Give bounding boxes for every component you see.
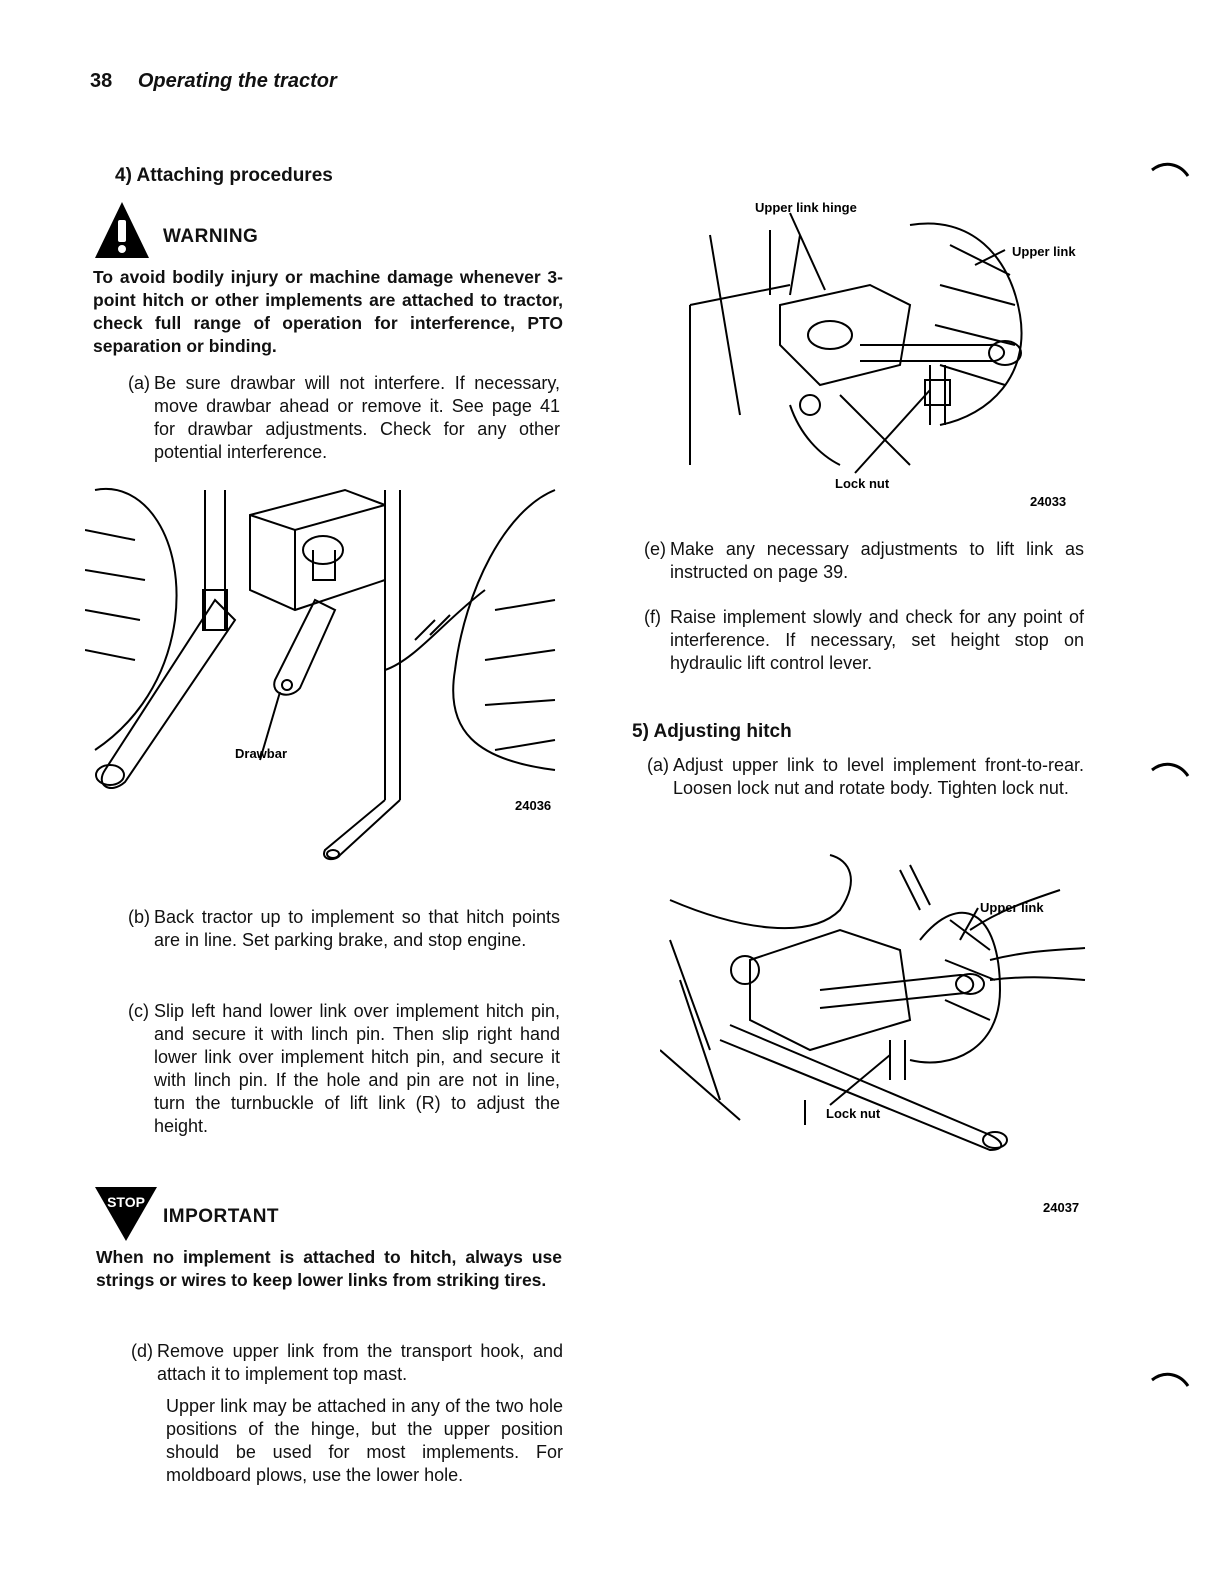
fig3-label-lock-nut: Lock nut	[826, 1106, 881, 1121]
section-heading-adjusting: 5) Adjusting hitch	[632, 721, 792, 742]
stop-badge-text: STOP	[107, 1194, 145, 1210]
step-f-text: Raise implement slowly and check for any point of interference. If necessary, set height stop on hydraulic lift control lever.	[670, 607, 1084, 673]
fig2-number: 24033	[1030, 494, 1067, 509]
important-text: When no implement is attached to hitch, always use strings or wires to keep lower links from striking tires.	[96, 1247, 562, 1290]
step-f-label: (f)	[644, 607, 661, 627]
page-title: Operating the tractor	[137, 70, 337, 92]
fig2-label-lock-nut: Lock nut	[835, 476, 890, 491]
step-a	[128, 372, 560, 464]
binder-mark-bottom	[1150, 1368, 1190, 1390]
page-header	[90, 70, 337, 93]
figure-upper-link-hinge	[670, 195, 1090, 515]
step-e-text: Make any necessary adjustments to lift link as instructed on page 39.	[670, 539, 1084, 582]
binder-mark-middle	[1150, 758, 1190, 780]
step-b-text: Back tractor up to implement so that hitch points are in line. Set parking brake, and stop engine.	[154, 907, 560, 950]
step-e	[644, 538, 1084, 584]
step-e-label: (e)	[644, 539, 666, 559]
step-5a	[647, 754, 1084, 800]
fig2-label-upper-link-hinge: Upper link hinge	[755, 200, 857, 215]
fig3-label-upper-link: Upper link	[980, 900, 1044, 915]
figure-adjusting-hitch	[660, 850, 1090, 1220]
figure-drawbar	[85, 470, 565, 865]
binder-mark-top	[1150, 158, 1190, 180]
step-5a-text: Adjust upper link to level implement front-to-rear. Loosen lock nut and rotate body. Tighten lock nut.	[673, 755, 1084, 798]
step-d	[131, 1340, 563, 1386]
step-c-text: Slip left hand lower link over implement hitch pin, and secure it with linch pin. Then slip right hand lower link over implement hitch pin, and secure it with linch pin. If the hole and pin are not in line, turn the turnbuckle of lift link (R) to adjust the height.	[154, 1001, 560, 1136]
step-c-label: (c)	[128, 1001, 149, 1021]
step-c	[128, 1000, 560, 1138]
step-b	[128, 906, 560, 952]
page-number: 38	[90, 70, 113, 92]
step-d-text: Remove upper link from the transport hook, and attach it to implement top mast.	[157, 1341, 563, 1384]
warning-title: WARNING	[163, 226, 259, 247]
step-d-note: Upper link may be attached in any of the two hole positions of the hinge, but the upper position should be used for most implements. For moldboard plows, use the lower hole.	[166, 1396, 563, 1485]
warning-icon	[93, 200, 151, 260]
step-d-label: (d)	[131, 1341, 153, 1361]
figure-drawbar-label: Drawbar	[235, 746, 288, 761]
warning-text: To avoid bodily injury or machine damage whenever 3-point hitch or other implements are attached to tractor, check full range of operation for interference, PTO separation or binding.	[93, 267, 563, 356]
figure-drawbar-number: 24036	[515, 798, 552, 813]
step-a-text: Be sure drawbar will not interfere. If necessary, move drawbar ahead or remove it. See page 41 for drawbar adjustments. Check for any other potential interference.	[154, 373, 560, 462]
important-title: IMPORTANT	[163, 1206, 280, 1227]
fig3-number: 24037	[1043, 1200, 1080, 1215]
step-f	[644, 606, 1084, 675]
section-heading-attaching: 4) Attaching procedures	[115, 165, 333, 186]
step-5a-label: (a)	[647, 755, 669, 775]
stop-icon	[93, 1185, 159, 1243]
fig2-label-upper-link: Upper link	[1012, 244, 1076, 259]
step-b-label: (b)	[128, 907, 150, 927]
step-a-label: (a)	[128, 373, 150, 393]
